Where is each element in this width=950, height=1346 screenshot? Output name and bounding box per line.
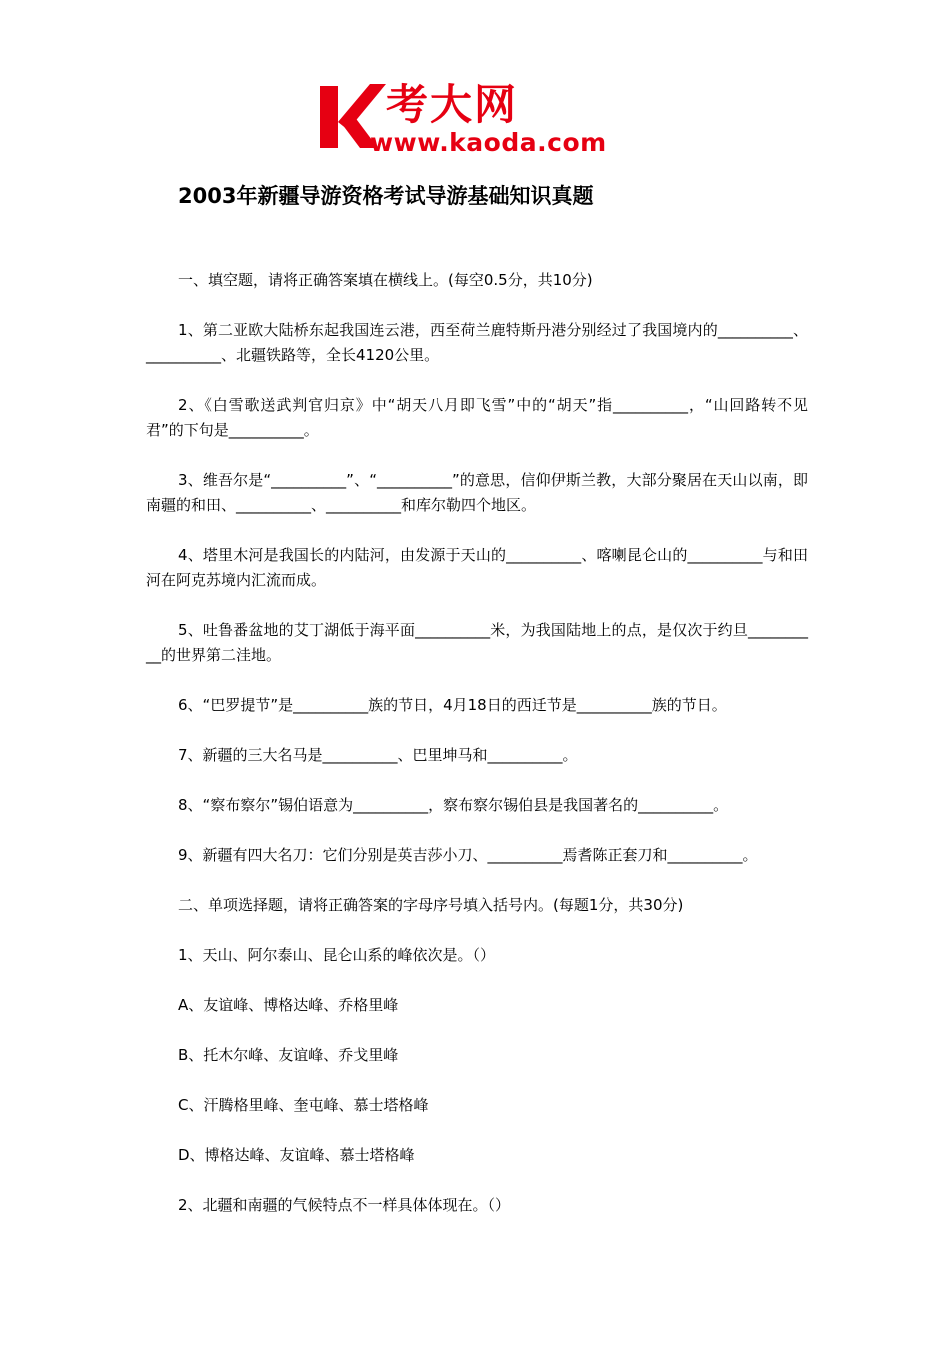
- section2-question-1: 1、天山、阿尔泰山、昆仑山系的峰依次是。（）: [178, 946, 496, 964]
- page-title: 2003年新疆导游资格考试导游基础知识真题: [178, 184, 594, 208]
- logo-url-text: www.kaoda.com: [370, 128, 607, 157]
- section2-heading: 二、单项选择题，请将正确答案的字母序号填入括号内。(每题1分，共30分): [178, 896, 684, 914]
- section2-question-1-option-c: C、汗腾格里峰、奎屯峰、慕士塔格峰: [178, 1096, 429, 1114]
- logo-brand-text: 考大网: [386, 80, 519, 129]
- section2-question-1-option-d: D、博格达峰、友谊峰、慕士塔格峰: [178, 1146, 415, 1164]
- section1-question-6: 6、“巴罗提节”是__________族的节日，4月18日的西迁节是__________族的节日。: [178, 696, 727, 714]
- section2-question-1-option-b: B、托木尔峰、友谊峰、乔戈里峰: [178, 1046, 399, 1064]
- section2-question-1-option-a: A、友谊峰、博格达峰、乔格里峰: [178, 996, 399, 1014]
- document-body: [146, 268, 808, 1243]
- section1-question-5: 5、吐鲁番盆地的艾丁湖低于海平面__________米，为我国陆地上的点，是仅次于约旦__________的世界第二洼地。: [146, 621, 808, 664]
- section1-question-2: 2、《白雪歌送武判官归京》中“胡天八月即飞雪”中的“胡天”指__________，“山回路转不见君”的下句是__________。: [146, 396, 808, 439]
- kaoda-logo: [318, 82, 638, 158]
- section2-question-2: 2、北疆和南疆的气候特点不一样具体体现在。（）: [178, 1196, 511, 1214]
- section1-question-3: 3、维吾尔是“__________”、“__________”的意思，信仰伊斯兰教，大部分聚居在天山以南，即南疆的和田、__________、__________和库尔勒四个地区。: [146, 471, 808, 514]
- section1-question-4: 4、塔里木河是我国长的内陆河，由发源于天山的__________、喀喇昆仑山的__________与和田河在阿克苏境内汇流而成。: [146, 546, 808, 589]
- section1-question-8: 8、“察布察尔”锡伯语意为__________，察布察尔锡伯县是我国著名的__________。: [178, 796, 729, 814]
- section1-question-7: 7、新疆的三大名马是__________、巴里坤马和__________。: [178, 746, 578, 764]
- section1-question-9: 9、新疆有四大名刀：它们分别是英吉莎小刀、__________焉耆陈正套刀和__________。: [178, 846, 758, 864]
- section1-question-1: 1、第二亚欧大陆桥东起我国连云港，西至荷兰鹿特斯丹港分别经过了我国境内的__________、__________、北疆铁路等，全长4120公里。: [146, 321, 808, 364]
- section1-heading: 一、填空题，请将正确答案填在横线上。(每空0.5分，共10分): [178, 271, 593, 289]
